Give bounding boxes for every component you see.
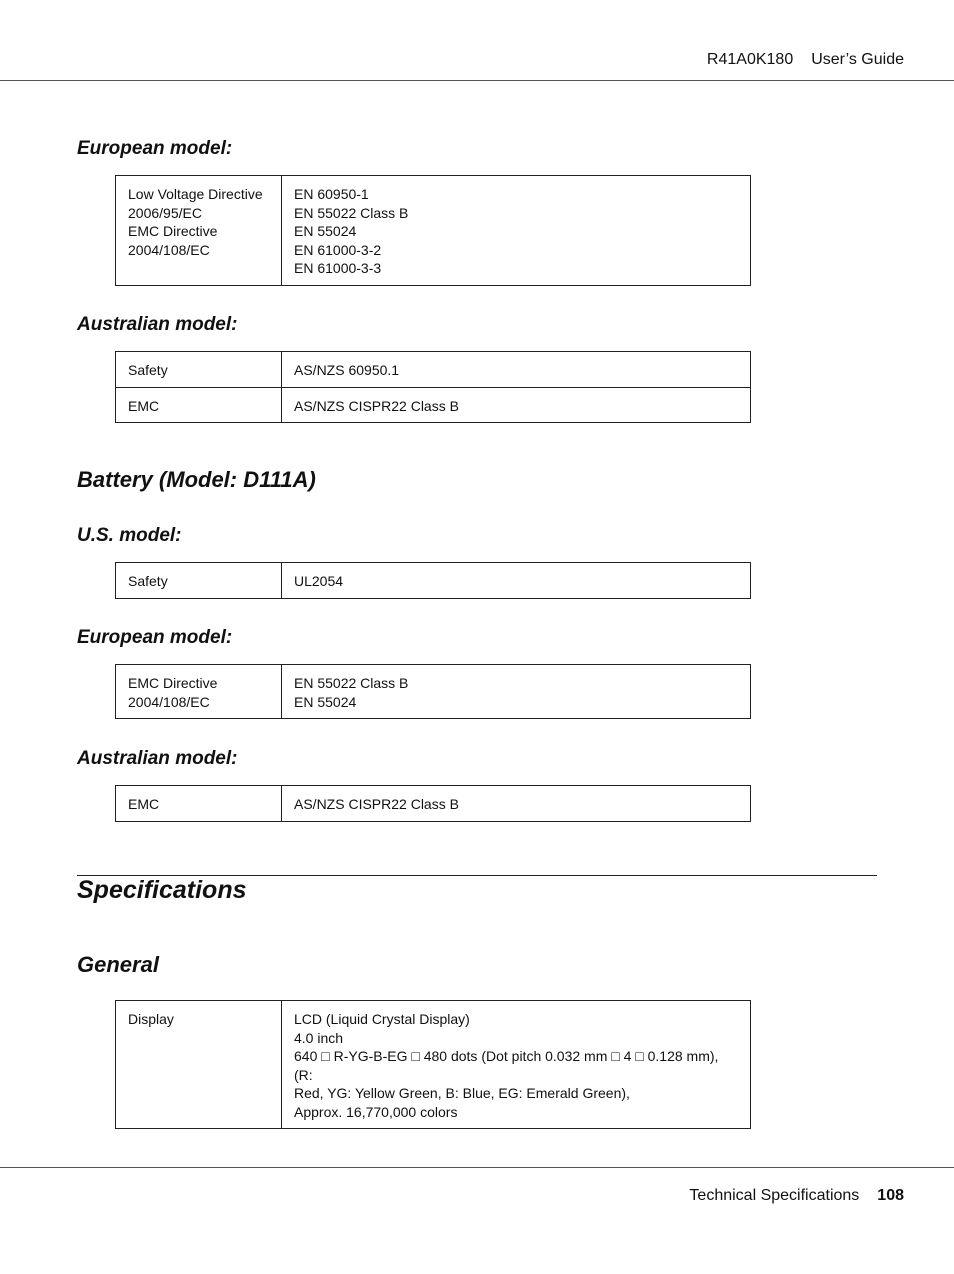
table-european-model-battery bbox=[115, 664, 751, 719]
spec-label: EMC bbox=[128, 397, 160, 414]
heading-general: General bbox=[77, 952, 159, 977]
spec-value: Approx. 16,770,000 colors bbox=[294, 1103, 458, 1120]
spec-value-cell bbox=[282, 352, 751, 388]
spec-label-cell bbox=[116, 1001, 282, 1129]
heading-australian-model: Australian model: bbox=[77, 314, 238, 335]
spec-label: EMC Directive bbox=[128, 223, 218, 239]
footer-divider bbox=[0, 1167, 954, 1168]
table-row bbox=[116, 352, 751, 388]
spec-value: EN 55022 Class B bbox=[294, 675, 409, 691]
spec-label: Safety bbox=[128, 573, 168, 589]
table-row bbox=[116, 176, 751, 286]
table-row bbox=[116, 563, 751, 599]
spec-value: EN 55022 Class B bbox=[294, 204, 409, 221]
table-general bbox=[115, 1000, 751, 1129]
spec-label-cell bbox=[116, 786, 282, 822]
spec-label-cell bbox=[116, 387, 282, 423]
spec-label: 2006/95/EC bbox=[128, 204, 202, 221]
spec-label: Display bbox=[128, 1011, 174, 1027]
heading-battery: Battery (Model: D111A) bbox=[77, 467, 316, 492]
spec-value: 4.0 inch bbox=[294, 1029, 344, 1046]
footer-section: Technical Specifications bbox=[689, 1187, 860, 1204]
page-footer bbox=[689, 1187, 904, 1205]
spec-label: Safety bbox=[128, 362, 168, 378]
spec-value: EN 61000-3-2 bbox=[294, 241, 382, 258]
table-row bbox=[116, 1001, 751, 1129]
spec-value: EN 55024 bbox=[294, 223, 357, 239]
spec-value-cell bbox=[282, 387, 751, 423]
table-row bbox=[116, 786, 751, 822]
spec-value-cell bbox=[282, 1001, 751, 1129]
heading-specifications: Specifications bbox=[77, 876, 247, 904]
table-australian-model bbox=[115, 351, 751, 423]
spec-value: AS/NZS CISPR22 Class B bbox=[294, 397, 459, 414]
table-australian-model-battery bbox=[115, 785, 751, 822]
spec-value: LCD (Liquid Crystal Display) bbox=[294, 1011, 470, 1027]
table-european-model bbox=[115, 175, 751, 286]
spec-value-cell bbox=[282, 786, 751, 822]
doc-id: R41A0K180 bbox=[706, 51, 794, 68]
spec-label-cell bbox=[116, 352, 282, 388]
spec-value-cell bbox=[282, 563, 751, 599]
header-divider bbox=[0, 80, 954, 81]
heading-australian-model-battery: Australian model: bbox=[77, 748, 238, 769]
spec-label: 2004/108/EC bbox=[128, 241, 210, 258]
spec-value-cell bbox=[282, 665, 751, 719]
spec-label: Low Voltage Directive bbox=[128, 186, 263, 202]
spec-value: AS/NZS CISPR22 Class B bbox=[294, 796, 459, 812]
page-number: 108 bbox=[877, 1187, 904, 1204]
doc-title: User’s Guide bbox=[811, 51, 904, 68]
spec-value: AS/NZS 60950.1 bbox=[294, 362, 400, 378]
spec-value: UL2054 bbox=[294, 573, 344, 589]
table-us-model bbox=[115, 562, 751, 599]
spec-label: EMC bbox=[128, 796, 160, 812]
heading-european-model-battery: European model: bbox=[77, 627, 233, 648]
spec-value: 640 □ R-YG-B-EG □ 480 dots (Dot pitch 0.032 mm □ 4 □ 0.128 mm), (R: bbox=[294, 1048, 719, 1083]
spec-value: EN 61000-3-3 bbox=[294, 260, 382, 276]
spec-label-cell bbox=[116, 563, 282, 599]
spec-label: 2004/108/EC bbox=[128, 693, 210, 710]
spec-value: EN 55024 bbox=[294, 693, 357, 710]
page-header bbox=[707, 51, 904, 69]
heading-us-model: U.S. model: bbox=[77, 525, 182, 546]
spec-value: Red, YG: Yellow Green, B: Blue, EG: Emerald Green), bbox=[294, 1085, 630, 1101]
heading-european-model: European model: bbox=[77, 138, 233, 159]
spec-value: EN 60950-1 bbox=[294, 186, 369, 202]
spec-label-cell bbox=[116, 176, 282, 286]
table-row bbox=[116, 665, 751, 719]
spec-label: EMC Directive bbox=[128, 675, 218, 691]
table-row bbox=[116, 387, 751, 423]
spec-label-cell bbox=[116, 665, 282, 719]
spec-value-cell bbox=[282, 176, 751, 286]
